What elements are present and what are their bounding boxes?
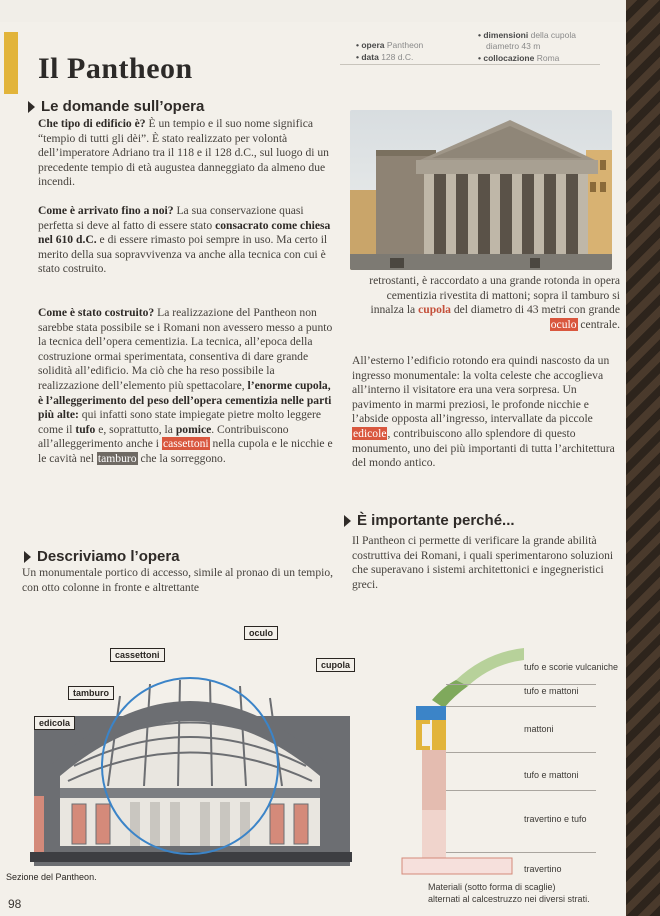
- material-label-6: travertino: [524, 864, 562, 874]
- diagram-caption: Sezione del Pantheon.: [6, 872, 97, 882]
- info-divider: [340, 64, 600, 65]
- materials-legend-line2: alternati al calcestruzzo nei diversi strati.: [428, 894, 590, 904]
- materials-legend-line1: Materiali (sotto forma di scaglie): [428, 882, 556, 892]
- info-diametro: diametro 43 m: [486, 41, 541, 51]
- info-opera: • opera Pantheon: [356, 40, 424, 50]
- page-title: Il Pantheon: [38, 52, 193, 85]
- bullet-triangle-icon: [24, 551, 31, 563]
- material-divider: [446, 706, 596, 707]
- material-label-5: travertino e tufo: [524, 814, 587, 824]
- right-paragraph-importante: Il Pantheon ci permette di verificare la grande abilità costruttiva dei Romani, i quali sperimentarono soluzioni che superavano i sistemi architettonici e ingegneristici greci.: [352, 534, 614, 591]
- material-divider: [446, 684, 596, 685]
- material-divider: [446, 790, 596, 791]
- callout-cassettoni: cassettoni: [110, 648, 165, 662]
- right-paragraph-ingresso: All’esterno l’edificio rotondo era quindi nascosto da un ingresso monumentale: la volta celeste che accoglieva all’interno il visitatore era una vera sorpresa. Un pavimento in marmi preziosi, le profonde nicchie e l’abside opposta all’ingresso, intervallate da piccole edicole, contribuiscono allo splendore di questo monumento, uno dei più importanti di tutta l’architettura del mondo antico.: [352, 354, 615, 470]
- pantheon-photo: [350, 110, 612, 270]
- callout-edicola: edicola: [34, 716, 75, 730]
- material-label-4: tufo e mattoni: [524, 770, 579, 780]
- title-accent-bar: [4, 32, 18, 94]
- background-edge: [626, 0, 660, 916]
- info-data: • data 128 d.C.: [356, 52, 414, 62]
- callout-oculo: oculo: [244, 626, 278, 640]
- page-number: 98: [8, 897, 22, 911]
- material-label-1: tufo e scorie vulcaniche: [524, 662, 619, 672]
- right-paragraph-rotonda: retrostanti, è raccordato a una grande rotonda in opera cementizia rivestita di mattoni; sopra il tamburo si innalza la cupola del diametro di 43 metri con grande oculo centrale.: [369, 274, 620, 331]
- callout-tamburo: tamburo: [68, 686, 114, 700]
- paragraph-arrivato: Come è arrivato fino a noi? La sua conservazione quasi perfetta si deve al fatto di essere stato consacrato come chiesa nel 610 d.C. e di essere rimasto poi sempre in uso. Ma certo il merito della sua sopravvivenza va anche alla tecnica con cui è stato costruito.: [38, 204, 331, 276]
- material-label-2: tufo e mattoni: [524, 686, 579, 696]
- paragraph-costruito: Come è stato costruito? La realizzazione del Pantheon non sarebbe stata possibile se i Romani non avessero messo a punto la tecnica dell’opera cementizia. La tecnica, all’epoca della costruzione ormai sperimentata, consentiva di dare grande solidità all’edificio. Ma ciò che ha reso possibile la realizzazione dell’elemento più spettacolare, l’enorme cupola, è l’alleggerimento del peso dell’opera cementizia nelle parti più alte: qui infatti sono state impiegate pietre molto leggere come il tufo e, soprattutto, la pomice. Contribuiscono all’alleggerimento anche i cassettoni nella cupola e le nicchie e le cavità nel tamburo che la sorreggono.: [38, 306, 333, 465]
- info-dimensioni: • dimensioni della cupola: [478, 30, 576, 40]
- material-divider: [446, 752, 596, 753]
- materials-diagram: [396, 640, 526, 880]
- material-label-3: mattoni: [524, 724, 554, 734]
- bullet-triangle-icon: [344, 515, 351, 527]
- material-divider: [446, 852, 596, 853]
- section-heading-importante: È importante perché...: [344, 512, 515, 529]
- paragraph-tipo-edificio: Che tipo di edificio è? È un tempio e il suo nome significa “tempio di tutti gli dèi”. È stato realizzato per volontà dell’imperatore Adriano tra il 118 e il 128 d.C., sul luogo di un precedente tempio di età augustea danneggiato da almeno due incendi.: [38, 117, 329, 189]
- info-collocazione: • collocazione Roma: [478, 53, 560, 63]
- callout-cupola: cupola: [316, 658, 355, 672]
- section-diagram: [20, 616, 360, 878]
- paragraph-descriviamo: Un monumentale portico di accesso, simile al pronao di un tempio, con otto colonne in fronte e altrettante: [22, 566, 334, 594]
- bullet-triangle-icon: [28, 101, 35, 113]
- section-heading-domande: Le domande sull’opera: [28, 98, 204, 115]
- section-heading-descriviamo: Descriviamo l’opera: [24, 548, 180, 565]
